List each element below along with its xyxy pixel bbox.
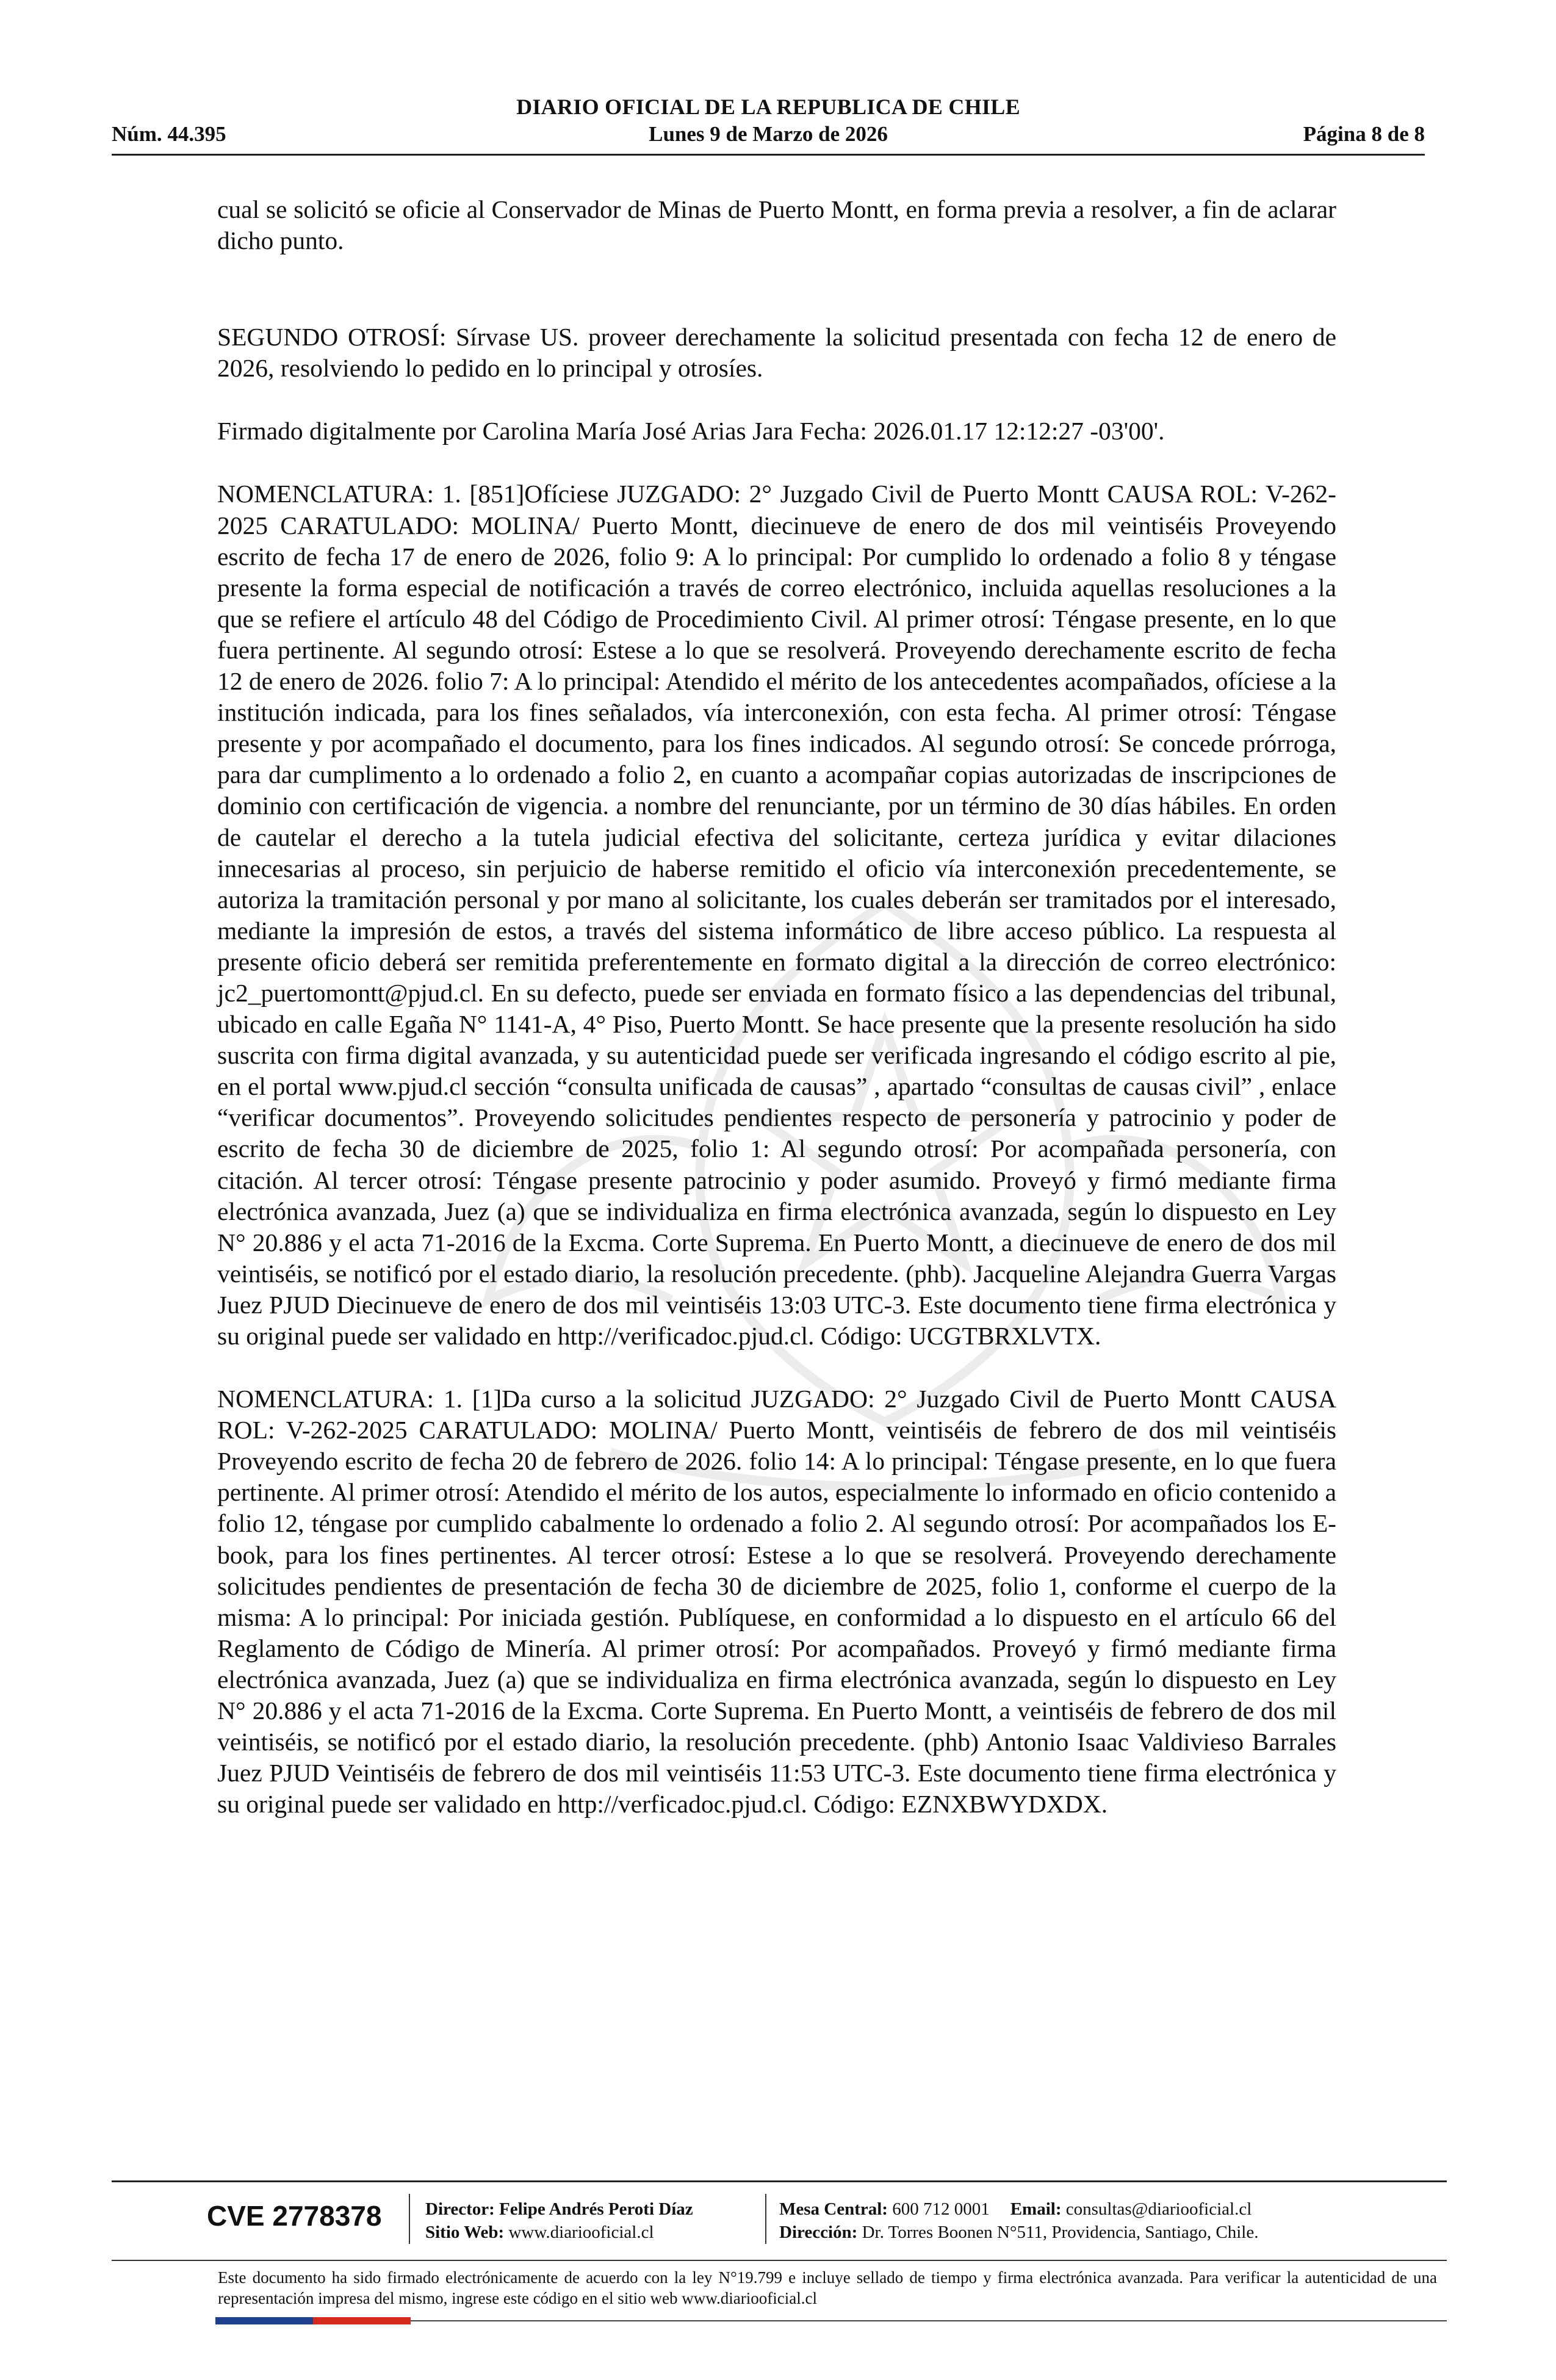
document-body [217, 194, 1336, 1820]
address-label: Dirección: [779, 2223, 858, 2242]
paragraph-continuation: cual se solicitó se oficie al Conservador de Minas de Puerto Montt, en forma previa a resolver, a fin de aclarar dicho punto. [217, 195, 1336, 255]
footer-separator [409, 2194, 410, 2244]
footer-director-block [425, 2198, 693, 2244]
director-label: Director: [425, 2199, 495, 2219]
flag-blue-segment [215, 2317, 313, 2324]
flag-red-segment [313, 2317, 411, 2324]
mesa-label: Mesa Central: [779, 2199, 888, 2219]
legal-notice: Este documento ha sido firmado electrónicamente de acuerdo con la ley N°19.799 e incluye sellado de tiempo y firma electrónica avanzada. Para verificar la autenticidad de una representación impresa del mismo, ingrese este código en el sitio web www.diariooficial.cl [218, 2268, 1437, 2307]
footer-separator [765, 2194, 766, 2244]
page-footer [112, 2180, 1447, 2351]
email-address[interactable]: consultas@diariooficial.cl [1065, 2199, 1252, 2219]
paragraph-signature: Firmado digitalmente por Carolina María José Arias Jara Fecha: 2026.01.17 12:12:27 -03'00'. [217, 417, 1165, 445]
email-label: Email: [1010, 2199, 1062, 2219]
issue-date: Lunes 9 de Marzo de 2026 [649, 122, 888, 146]
site-url[interactable]: www.diariooficial.cl [508, 2223, 654, 2242]
page-header [112, 94, 1425, 161]
publication-title: DIARIO OFICIAL DE LA REPUBLICA DE CHILE [516, 95, 1020, 119]
footer-divider-middle [112, 2260, 1447, 2261]
issue-number: Núm. 44.395 [112, 122, 226, 146]
site-label: Sitio Web: [425, 2223, 505, 2242]
header-divider [112, 154, 1425, 156]
chile-flag-stripe [215, 2317, 411, 2324]
footer-contact-block [779, 2198, 1258, 2244]
cve-code: CVE 2778378 [207, 2200, 382, 2232]
director-name: Felipe Andrés Peroti Díaz [499, 2199, 693, 2219]
paragraph-nomenclatura-1: NOMENCLATURA: 1. [851]Ofíciese JUZGADO: 2° Juzgado Civil de Puerto Montt CAUSA ROL: V-262-2025 CARATULADO: MOLINA/ Puerto Montt, diecinueve de enero de dos mil veintiséis Proveyendo escrito de fecha 17 de enero de 2026, folio 9: A lo principal: Por cumplido lo ordenado a folio 8 y téngase presente la forma especial de notificación a través de correo electrónico, incluida aquellas resoluciones a la que se refiere el artículo 48 del Código de Procedimiento Civil. Al primer otrosí: Téngase presente, en lo que fuera pertinente. Al segundo otrosí: Estese a lo que se resolverá. Proveyendo derechamente escrito de fecha 12 de enero de 2026. folio 7: A lo principal: Atendido el mérito de los antecedentes acompañados, ofíciese a la institución indicada, para los fines señalados, vía interconexión, con esta fecha. Al primer otrosí: Téngase presente y por acompañado el documento, para los fines indicados. Al segundo otrosí: Se concede prórroga, para dar cumplimento a lo ordenado a folio 2, en cuanto a acompañar copias autorizadas de inscripciones de dominio con certificación de vigencia. a nombre del renunciante, por un término de 30 días hábiles. En orden de cautelar el derecho a la tutela judicial efectiva del solicitante, certeza jurídica y evitar dilaciones innecesarias al proceso, sin perjuicio de haberse remitido el oficio vía interconexión precedentemente, se autoriza la tramitación personal y por mano al solicitante, los cuales deberán ser tramitados por el interesado, mediante la impresión de estos, a través del sistema informático de libre acceso público. La respuesta al presente oficio deberá ser remitida preferentemente en formato digital a la dirección de correo electrónico: jc2_puertomontt@pjud.cl. En su defecto, puede ser enviada en formato físico a las dependencias del tribunal, ubicado en calle Egaña N° 1141-A, 4° Piso, Puerto Montt. Se hace presente que la presente resolución ha sido suscrita con firma digital avanzada, y su autenticidad puede ser verificada ingresando el código escrito al pie, en el portal www.pjud.cl sección “consulta unificada de causas” , apartado “consultas de causas civil” , enlace “verificar documentos”. Proveyendo solicitudes pendientes respecto de personería y patrocinio y poder de escrito de fecha 30 de diciembre de 2025, folio 1: Al segundo otrosí: Por acompañada personería, con citación. Al tercer otrosí: Téngase presente patrocinio y poder asumido. Proveyó y firmó mediante firma electrónica avanzada, Juez (a) que se individualiza en firma electrónica avanzada, según lo dispuesto en Ley N° 20.886 y el acta 71-2016 de la Excma. Corte Suprema. En Puerto Montt, a diecinueve de enero de dos mil veintiséis, se notificó por el estado diario, la resolución precedente. (phb). Jacqueline Alejandra Guerra Vargas Juez PJUD Diecinueve de enero de dos mil veintiséis 13:03 UTC-3. Este documento tiene firma electrónica y su original puede ser validado en http://verificadoc.pjud.cl. Código: UCGTBRXLVTX. [217, 480, 1336, 1350]
footer-divider-bottom [411, 2320, 1447, 2321]
footer-divider-top [112, 2180, 1447, 2182]
page-number: Página 8 de 8 [1303, 122, 1425, 146]
address-value: Dr. Torres Boonen N°511, Providencia, Santiago, Chile. [862, 2223, 1259, 2242]
mesa-phone: 600 712 0001 [892, 2199, 990, 2219]
paragraph-nomenclatura-2: NOMENCLATURA: 1. [1]Da curso a la solicitud JUZGADO: 2° Juzgado Civil de Puerto Montt CAUSA ROL: V-262-2025 CARATULADO: MOLINA/ Puerto Montt, veintiséis de febrero de dos mil veintiséis Proveyendo escrito de fecha 20 de febrero de 2026. folio 14: A lo principal: Téngase presente, en lo que fuera pertinente. Al primer otrosí: Atendido el mérito de los autos, especialmente lo informado en oficio contenido a folio 12, téngase por cumplido cabalmente lo ordenado a folio 2. Al segundo otrosí: Por acompañados los E-book, para los fines pertinentes. Al tercer otrosí: Estese a lo que se resolverá. Proveyendo derechamente solicitudes pendientes de presentación de fecha 30 de diciembre de 2025, folio 1, conforme el cuerpo de la misma: A lo principal: Por iniciada gestión. Publíquese, en conformidad a lo dispuesto en el artículo 66 del Reglamento de Código de Minería. Al primer otrosí: Por acompañados. Proveyó y firmó mediante firma electrónica avanzada, Juez (a) que se individualiza en firma electrónica avanzada, según lo dispuesto en Ley N° 20.886 y el acta 71-2016 de la Excma. Corte Suprema. En Puerto Montt, a veintiséis de febrero de dos mil veintiséis, se notificó por el estado diario, la resolución precedente. (phb) Antonio Isaac Valdivieso Barrales Juez PJUD Veintiséis de febrero de dos mil veintiséis 11:53 UTC-3. Este documento tiene firma electrónica y su original puede ser validado en http://verficadoc.pjud.cl. Código: EZNXBWYDXDX. [217, 1385, 1336, 1819]
paragraph-segundo-otrosi: SEGUNDO OTROSÍ: Sírvase US. proveer derechamente la solicitud presentada con fecha 12 de enero de 2026, resolviendo lo pedido en lo principal y otrosíes. [217, 323, 1336, 383]
